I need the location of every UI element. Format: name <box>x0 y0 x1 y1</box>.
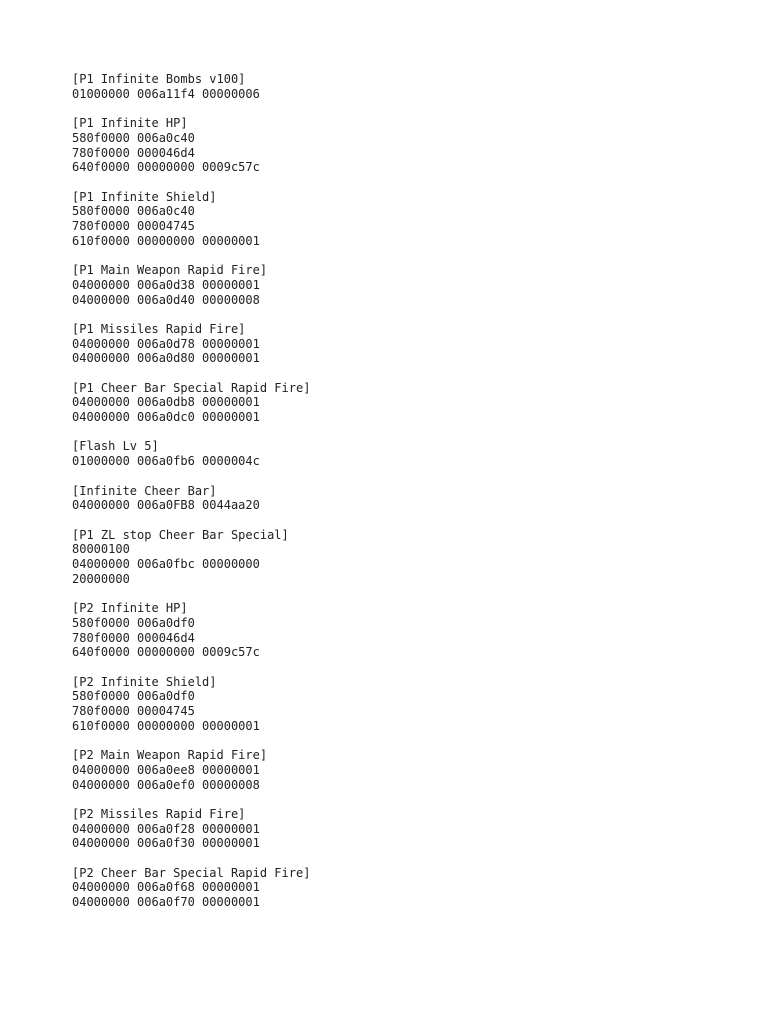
code-line: 780f0000 00004745 <box>72 219 195 233</box>
code-line: 580f0000 006a0c40 <box>72 130 195 145</box>
cheat-title: [P1 ZL stop Cheer Bar Special] <box>72 527 289 542</box>
code-line: 01000000 006a0fb6 0000004c <box>72 454 260 469</box>
code-line: 04000000 006a0f30 00000001 <box>72 836 260 851</box>
cheat-title: [P2 Missiles Rapid Fire] <box>72 806 246 821</box>
code-line: 04000000 006a0d40 00000008 <box>72 292 260 307</box>
cheat-title: [P1 Infinite Bombs v100] <box>72 72 246 86</box>
cheat-title: [P1 Infinite HP] <box>72 116 188 131</box>
code-line: 04000000 006a0f70 00000001 <box>72 895 260 910</box>
cheat-title: [P2 Main Weapon Rapid Fire] <box>72 748 268 763</box>
cheat-title: [Infinite Cheer Bar] <box>72 483 217 498</box>
code-line: 580f0000 006a0df0 <box>72 615 195 630</box>
cheat-block <box>72 190 712 249</box>
code-line: 04000000 006a0f68 00000001 <box>72 880 260 895</box>
code-line: 04000000 006a0FB8 0044aa20 <box>72 498 260 513</box>
code-line: 01000000 006a11f4 00000006 <box>72 86 260 101</box>
code-line: 04000000 006a0ef0 00000008 <box>72 777 260 792</box>
code-line: 80000100 <box>72 542 130 557</box>
cheat-title: [P2 Infinite HP] <box>72 601 188 616</box>
cheat-title: [P1 Main Weapon Rapid Fire] <box>72 263 268 278</box>
cheat-block <box>72 439 712 468</box>
cheat-block <box>72 322 712 366</box>
code-line: 780f0000 000046d4 <box>72 145 195 160</box>
code-line: 780f0000 00004745 <box>72 704 195 719</box>
cheat-block <box>72 601 712 660</box>
cheat-title: [Flash Lv 5] <box>72 439 159 454</box>
cheat-block <box>72 263 712 307</box>
code-line: 610f0000 00000000 00000001 <box>72 233 260 248</box>
cheat-block <box>72 807 712 851</box>
cheat-block <box>72 748 712 792</box>
code-line: 04000000 006a0f28 00000001 <box>72 821 260 836</box>
code-line: 580f0000 006a0df0 <box>72 689 195 704</box>
code-line: 04000000 006a0dc0 00000001 <box>72 410 260 425</box>
cheat-block <box>72 528 712 587</box>
code-line: 640f0000 00000000 0009c57c <box>72 645 260 660</box>
cheat-block <box>72 484 712 513</box>
cheat-title: [P1 Cheer Bar Special Rapid Fire] <box>72 380 311 395</box>
cheat-title: [P1 Infinite Shield] <box>72 189 217 204</box>
code-line: 04000000 006a0d80 00000001 <box>72 351 260 366</box>
cheat-block <box>72 72 712 101</box>
code-line: 20000000 <box>72 571 130 586</box>
cheat-title: [P1 Missiles Rapid Fire] <box>72 321 246 336</box>
cheat-block <box>72 675 712 734</box>
cheat-title: [P2 Infinite Shield] <box>72 674 217 689</box>
cheat-block <box>72 381 712 425</box>
code-line: 04000000 006a0d78 00000001 <box>72 336 260 351</box>
code-line: 04000000 006a0fbc 00000000 <box>72 557 260 572</box>
code-line: 610f0000 00000000 00000001 <box>72 718 260 733</box>
code-line: 04000000 006a0db8 00000001 <box>72 395 260 410</box>
code-line: 580f0000 006a0c40 <box>72 204 195 219</box>
code-line: 04000000 006a0d38 00000001 <box>72 277 260 292</box>
cheat-code-document <box>72 72 712 925</box>
code-line: 640f0000 00000000 0009c57c <box>72 160 260 175</box>
cheat-block <box>72 116 712 175</box>
code-line: 04000000 006a0ee8 00000001 <box>72 762 260 777</box>
code-line: 780f0000 000046d4 <box>72 630 195 645</box>
cheat-block <box>72 866 712 910</box>
cheat-title: [P2 Cheer Bar Special Rapid Fire] <box>72 865 311 880</box>
